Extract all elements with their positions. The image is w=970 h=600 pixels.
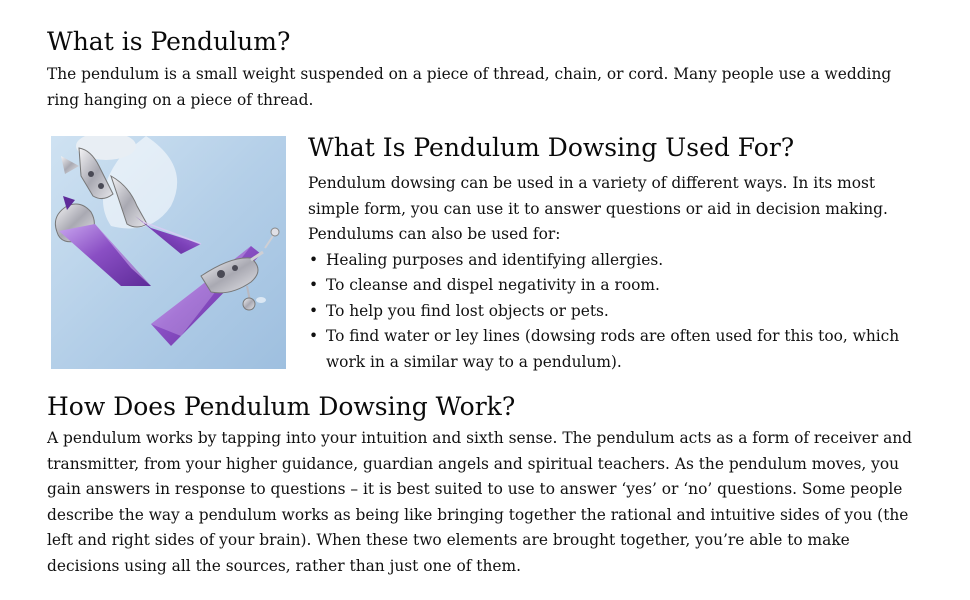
amethyst-pendulum-photo [51, 136, 286, 369]
heading-dowsing-used-for: What Is Pendulum Dowsing Used For? [308, 133, 795, 162]
heading-what-is-pendulum: What is Pendulum? [47, 27, 291, 56]
paragraph-what-is-pendulum: The pendulum is a small weight suspended on a piece of thread, chain, or cord. Many people use a wedding ring hanging on a piece of thread. [47, 65, 892, 109]
uses-list [308, 248, 928, 376]
list-item: • To help you find lost objects or pets. [308, 299, 928, 325]
section-what-is-pendulum [47, 24, 927, 113]
list-item: • Healing purposes and identifying allergies. [308, 248, 928, 274]
heading-how-dowsing-works: How Does Pendulum Dowsing Work? [47, 392, 516, 421]
paragraph-how-dowsing-works: A pendulum works by tapping into your intuition and sixth sense. The pendulum acts as a form of receiver and transmitter, from your higher guidance, guardian angels and spiritual teachers. As the pendulum moves, you gain answers in response to questions – it is best suited to use to answer ‘yes’ or ‘no’ questions. Some people describe the way a pendulum works as being like bringing together the rational and intuitive sides of you (the left and right sides of your brain). When these two elements are brought together, you’re able to make decisions using all the sources, rather than just one of them. [47, 429, 913, 575]
paragraph-dowsing-intro: Pendulum dowsing can be used in a variety of different ways. In its most simple form, you can use it to answer questions or aid in decision making. Pendulums can also be used for: [308, 174, 888, 243]
section-dowsing-used-for [308, 130, 928, 375]
section-how-dowsing-works [47, 389, 927, 579]
list-item: • To cleanse and dispel negativity in a room. [308, 273, 928, 299]
list-item: • To find water or ley lines (dowsing rods are often used for this too, which work in a similar way to a pendulum). [308, 324, 928, 375]
